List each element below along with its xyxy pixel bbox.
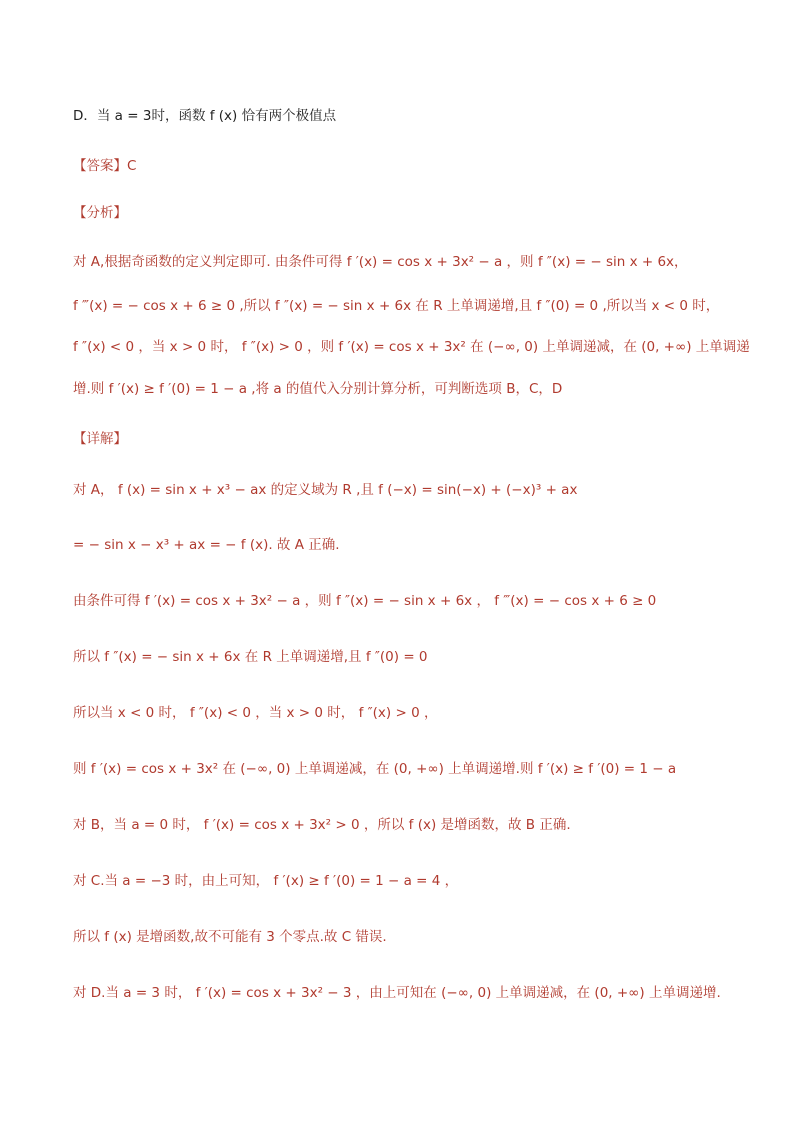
analysis-label: 【分析】 bbox=[73, 205, 127, 221]
analysis-line-3: f ″(x) < 0 ，当 x > 0 时， f ″(x) > 0 ，则 f ′(x) = cos x + 3x² 在 (−∞, 0) 上单调递减，在 (0, +∞) 上单调递 bbox=[73, 339, 750, 355]
analysis-line-4: 增.则 f ′(x) ≥ f ′(0) = 1 − a ,将 a 的值代入分别计算分析，可判断选项 B，C，D bbox=[73, 381, 563, 397]
detail-line-5: 所以当 x < 0 时， f ″(x) < 0 ，当 x > 0 时， f ″(x) > 0 ， bbox=[73, 705, 438, 721]
detail-label: 【详解】 bbox=[73, 431, 127, 447]
analysis-line-1: 对 A,根据奇函数的定义判定即可. 由条件可得 f ′(x) = cos x + 3x² − a ，则 f ″(x) = − sin x + 6x， bbox=[73, 254, 688, 270]
detail-line-6: 则 f ′(x) = cos x + 3x² 在 (−∞, 0) 上单调递减，在 (0, +∞) 上单调递增.则 f ′(x) ≥ f ′(0) = 1 − a bbox=[73, 761, 677, 777]
detail-line-3: 由条件可得 f ′(x) = cos x + 3x² − a ，则 f ″(x) = − sin x + 6x ， f ‴(x) = − cos x + 6 ≥ 0 bbox=[73, 593, 657, 609]
detail-line-8: 对 C.当 a = −3 时，由上可知， f ′(x) ≥ f ′(0) = 1 − a = 4 ， bbox=[73, 873, 459, 889]
analysis-line-2: f ‴(x) = − cos x + 6 ≥ 0 ,所以 f ″(x) = − sin x + 6x 在 R 上单调递增,且 f ″(0) = 0 ,所以当 x < 0 时， bbox=[73, 298, 720, 314]
detail-line-9: 所以 f (x) 是增函数,故不可能有 3 个零点.故 C 错误. bbox=[73, 929, 387, 945]
answer-label: 【答案】C bbox=[73, 158, 137, 174]
detail-line-2: = − sin x − x³ + ax = − f (x). 故 A 正确. bbox=[73, 537, 340, 553]
detail-line-1: 对 A， f (x) = sin x + x³ − ax 的定义域为 R ,且 f (−x) = sin(−x) + (−x)³ + ax bbox=[73, 482, 578, 498]
detail-line-4: 所以 f ″(x) = − sin x + 6x 在 R 上单调递增,且 f ″(0) = 0 bbox=[73, 649, 428, 665]
detail-line-7: 对 B，当 a = 0 时， f ′(x) = cos x + 3x² > 0 ，所以 f (x) 是增函数，故 B 正确. bbox=[73, 817, 571, 833]
option-d: D．当 a = 3时，函数 f (x) 恰有两个极值点 bbox=[73, 108, 337, 124]
detail-line-10: 对 D.当 a = 3 时， f ′(x) = cos x + 3x² − 3 ，由上可知在 (−∞, 0) 上单调递减，在 (0, +∞) 上单调递增. bbox=[73, 985, 721, 1001]
